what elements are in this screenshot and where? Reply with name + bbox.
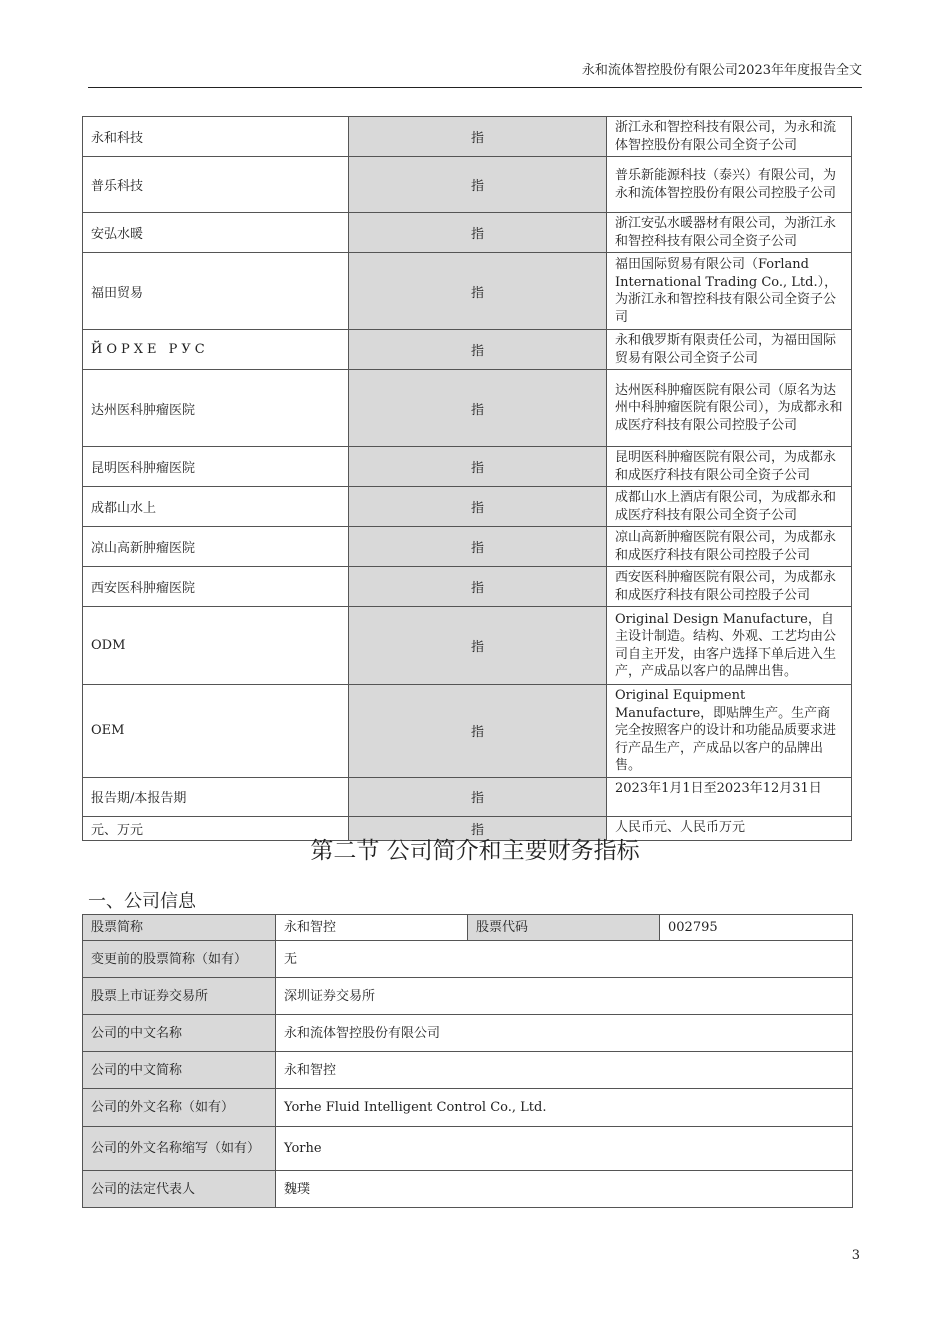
info-value: 永和流体智控股份有限公司 [276, 1015, 853, 1052]
definition-term: 报告期/本报告期 [83, 777, 349, 816]
definition-refers: 指 [349, 816, 607, 840]
company-info-table [82, 914, 853, 1208]
table-row [83, 1127, 853, 1171]
definition-refers: 指 [349, 527, 607, 567]
definition-text: 普乐新能源科技（泰兴）有限公司，为永和流体智控股份有限公司控股子公司 [607, 157, 852, 213]
table-row [83, 1171, 853, 1208]
definition-text: Original Design Manufacture，自主设计制造。结构、外观、工艺均由公司自主开发，由客户选择下单后进入生产，产成品以客户的品牌出售。 [607, 607, 852, 685]
table-row [83, 1052, 853, 1089]
definition-refers: 指 [349, 567, 607, 607]
definition-text: 凉山高新肿瘤医院有限公司，为成都永和成医疗科技有限公司控股子公司 [607, 527, 852, 567]
subsection-title: 一、公司信息 [88, 891, 196, 912]
definition-refers: 指 [349, 370, 607, 447]
definition-refers: 指 [349, 157, 607, 213]
table-row [83, 253, 852, 330]
table-row [83, 941, 853, 978]
definition-term: OEM [83, 685, 349, 778]
table-row [83, 117, 852, 157]
info-value: 永和智控 [276, 915, 468, 941]
definition-refers: 指 [349, 447, 607, 487]
definition-text: 福田国际贸易有限公司（Forland International Trading Co., Ltd.），为浙江永和智控科技有限公司全资子公司 [607, 253, 852, 330]
definition-refers: 指 [349, 607, 607, 685]
definition-term: 西安医科肿瘤医院 [83, 567, 349, 607]
page-number: 3 [851, 1248, 860, 1263]
info-label: 公司的中文简称 [83, 1052, 276, 1089]
definition-text: 永和俄罗斯有限责任公司，为福田国际贸易有限公司全资子公司 [607, 330, 852, 370]
definition-refers: 指 [349, 487, 607, 527]
definition-refers: 指 [349, 117, 607, 157]
definition-refers: 指 [349, 777, 607, 816]
table-row [83, 487, 852, 527]
definition-text: 2023年1月1日至2023年12月31日 [607, 777, 852, 816]
info-value: 永和智控 [276, 1052, 853, 1089]
table-row [83, 915, 853, 941]
table-row [83, 527, 852, 567]
definition-term: ODM [83, 607, 349, 685]
table-row [83, 370, 852, 447]
table-row [83, 607, 852, 685]
definition-text: 西安医科肿瘤医院有限公司，为成都永和成医疗科技有限公司控股子公司 [607, 567, 852, 607]
info-label: 股票上市证券交易所 [83, 978, 276, 1015]
section-title: 第二节 公司简介和主要财务指标 [310, 838, 640, 864]
table-row [83, 1015, 853, 1052]
definition-term: 凉山高新肿瘤医院 [83, 527, 349, 567]
info-label: 公司的中文名称 [83, 1015, 276, 1052]
info-value: 魏璞 [276, 1171, 853, 1208]
definition-refers: 指 [349, 685, 607, 778]
table-row [83, 213, 852, 253]
info-value: 无 [276, 941, 853, 978]
info-label: 变更前的股票简称（如有） [83, 941, 276, 978]
table-row [83, 157, 852, 213]
page-header: 永和流体智控股份有限公司2023年年度报告全文 [581, 63, 862, 78]
definition-refers: 指 [349, 213, 607, 253]
info-value: Yorhe Fluid Intelligent Control Co., Ltd. [276, 1089, 853, 1127]
table-row [83, 685, 852, 778]
definition-text: 人民币元、人民币万元 [607, 816, 852, 840]
table-row [83, 978, 853, 1015]
definition-refers: 指 [349, 330, 607, 370]
definition-term: ЙОРХЕ РУС [83, 330, 349, 370]
definitions-table [82, 116, 852, 841]
definition-text: 达州医科肿瘤医院有限公司（原名为达州中科肿瘤医院有限公司），为成都永和成医疗科技有限公司控股子公司 [607, 370, 852, 447]
info-value: 002795 [660, 915, 853, 941]
definition-text: 成都山水上酒店有限公司，为成都永和成医疗科技有限公司全资子公司 [607, 487, 852, 527]
info-label: 公司的外文名称（如有） [83, 1089, 276, 1127]
definition-text: 昆明医科肿瘤医院有限公司，为成都永和成医疗科技有限公司全资子公司 [607, 447, 852, 487]
table-row [83, 447, 852, 487]
definition-term: 普乐科技 [83, 157, 349, 213]
definition-refers: 指 [349, 253, 607, 330]
info-label: 股票代码 [468, 915, 660, 941]
table-row [83, 777, 852, 816]
info-label: 公司的法定代表人 [83, 1171, 276, 1208]
table-row [83, 1089, 853, 1127]
definition-term: 安弘水暖 [83, 213, 349, 253]
definition-term: 昆明医科肿瘤医院 [83, 447, 349, 487]
definition-term: 达州医科肿瘤医院 [83, 370, 349, 447]
definition-term: 永和科技 [83, 117, 349, 157]
definition-text: 浙江安弘水暖器材有限公司，为浙江永和智控科技有限公司全资子公司 [607, 213, 852, 253]
definition-term: 元、万元 [83, 816, 349, 840]
definition-text: Original Equipment Manufacture，即贴牌生产。生产商完全按照客户的设计和功能品质要求进行产品生产，产成品以客户的品牌出售。 [607, 685, 852, 778]
info-value: 深圳证券交易所 [276, 978, 853, 1015]
info-label: 股票简称 [83, 915, 276, 941]
info-value: Yorhe [276, 1127, 853, 1171]
header-rule [88, 87, 862, 88]
table-row [83, 330, 852, 370]
definition-term: 福田贸易 [83, 253, 349, 330]
definition-text: 浙江永和智控科技有限公司，为永和流体智控股份有限公司全资子公司 [607, 117, 852, 157]
definition-term: 成都山水上 [83, 487, 349, 527]
info-label: 公司的外文名称缩写（如有） [83, 1127, 276, 1171]
table-row [83, 567, 852, 607]
